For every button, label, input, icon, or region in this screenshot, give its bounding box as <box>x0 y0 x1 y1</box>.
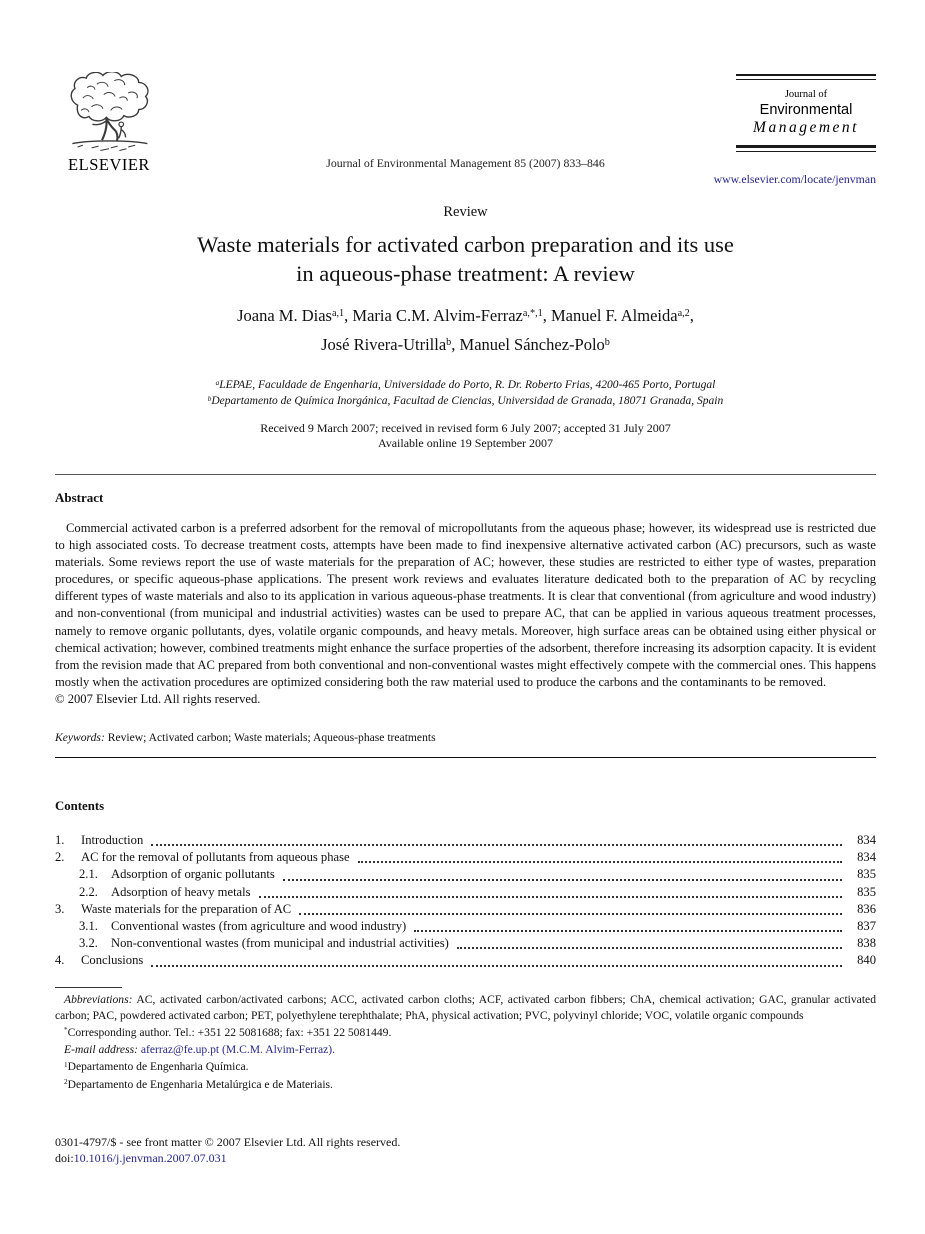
toc-entry-page: 840 <box>857 953 876 968</box>
department-note: $^1$Departamento de Engenharia Química. <box>64 1059 249 1073</box>
toc-entry-number: 1. <box>55 833 65 848</box>
double-rule-top <box>736 74 876 76</box>
author-affiliation-marker: a,2 <box>677 308 690 320</box>
toc-entry-page: 835 <box>857 867 876 882</box>
author: Manuel F. Almeida$^{a,2}$, <box>551 306 694 325</box>
toc-entry-number: 2. <box>55 850 65 865</box>
author-affiliation-marker: a,1 <box>331 308 345 320</box>
affiliation: $^b$Departamento de Química Inorgánica, Facultad de Ciencias, Universidad de Granada, 18071 Granada, Spain <box>207 394 724 407</box>
toc-entry[interactable] <box>55 953 876 970</box>
toc-entry-page: 836 <box>857 901 876 916</box>
paper-title-line2: in aqueous-phase treatment: A review <box>296 261 635 286</box>
toc-entry[interactable] <box>55 850 876 867</box>
toc-dot-leader <box>414 930 842 932</box>
author-line1 <box>55 303 876 332</box>
department-notes <box>55 1059 876 1094</box>
toc-entry-label: Adsorption of heavy metals <box>111 884 251 899</box>
author: Maria C.M. Alvim-Ferraz$^{a,*,1}$, <box>352 306 552 325</box>
toc-entry[interactable] <box>55 885 876 902</box>
toc-entry-page: 835 <box>857 884 876 899</box>
article-history <box>55 421 876 451</box>
department-note: $^2$Departamento de Engenharia Metalúrgica e de Materiais. <box>64 1077 333 1091</box>
front-matter-footer <box>55 1135 400 1166</box>
toc-entry-label: Non-conventional wastes (from municipal and industrial activities) <box>111 936 449 951</box>
toc-entry[interactable] <box>55 919 876 936</box>
journal-logo-line3: Management <box>753 119 859 137</box>
abstract-heading: Abstract <box>55 490 104 505</box>
toc-entry-number: 3.1. <box>79 918 98 933</box>
journal-logo-box <box>736 74 876 152</box>
toc-entry-label: Conclusions <box>81 953 144 968</box>
corresponding-author-note: *Corresponding author. Tel.: +351 22 5081688; fax: +351 22 5081449. <box>64 1025 392 1039</box>
author-list <box>55 303 876 361</box>
author-affiliation-marker: b <box>446 337 452 349</box>
section-label: Review <box>443 204 488 220</box>
author: Manuel Sánchez-Polo$^b$ <box>459 335 610 354</box>
divider-below-keywords <box>55 757 876 758</box>
journal-citation: Journal of Environmental Management 85 (2007) 833–846 <box>326 156 605 170</box>
email-link[interactable]: aferraz@fe.up.pt (M.C.M. Alvim-Ferraz). <box>140 1043 336 1057</box>
toc-entry-label: Waste materials for the preparation of AC <box>81 901 292 916</box>
toc-dot-leader <box>151 965 842 967</box>
toc-entry[interactable] <box>55 902 876 919</box>
toc-dot-leader <box>151 844 842 846</box>
affiliation-list <box>55 378 876 410</box>
elsevier-tree-icon <box>65 72 153 154</box>
toc-entry-page: 834 <box>857 850 876 865</box>
abstract-text: Commercial activated carbon is a preferred adsorbent for the removal of micropollutants from the aqueous phase; however, its widespread use is restricted due to high associated costs. To decrease treatment costs, attempts have been made to find inexpensive alternative activated carbon (AC) precursors, such as waste materials. Some reviews report the use of waste materials for the preparation of AC; however, these studies are restricted to either type of wastes, preparation procedures, or specific aqueous-phase applications. The present work reviews and evaluates literature dedicated both to the preparation of AC by recycling different types of waste materials and also to its application in various aqueous-phase treatments. It is clear that conventional (from agriculture and wood industry) and non-conventional (from municipal and industrial activities) wastes can be used to prepare AC, that can be applied in various aqueous treatment processes, namely to remove organic pollutants, dyes, volatile organic compounds, and heavy metals. Moreover, high surface areas can be obtained using either physical or chemical activation; however, combined treatments might enhance the surface properties of the adsorbent, therefore increasing its adsorption capacity. It is evident from the revision made that AC prepared from both conventional and non-conventional wastes might effectively compete with the commercial ones. This happens mostly when the activation procedures are optimized considering both the raw material used to produce the carbons and the contaminants to be removed. <box>55 521 876 689</box>
table-of-contents <box>55 833 876 971</box>
keywords-line <box>55 731 876 744</box>
page-header <box>55 70 876 192</box>
divider-above-abstract <box>55 474 876 475</box>
toc-entry-number: 2.2. <box>79 884 98 899</box>
toc-dot-leader <box>457 947 842 949</box>
abbreviations-note <box>55 992 876 1025</box>
abbreviations-text: AC, activated carbon/activated carbons; ACC, activated carbon cloths; ACF, activated carbon fibbers; ChA, chemical activation; GAC, granular activated carbon; PAC, powdered activated carbon; PET, polyethylene terephthalate; PhA, physical activation; PVC, polyvinyl chloride; VOC, volatile organic compounds <box>55 992 876 1023</box>
toc-entry[interactable] <box>55 867 876 884</box>
toc-dot-leader <box>299 913 842 915</box>
keywords-text: Review; Activated carbon; Waste materials; Aqueous-phase treatments <box>107 731 436 745</box>
toc-entry[interactable] <box>55 833 876 850</box>
journal-logo-line1: Journal of <box>784 89 828 101</box>
author-affiliation-marker: a,*,1 <box>522 308 543 320</box>
author: José Rivera-Utrilla$^b$, <box>321 335 460 354</box>
footnote-rule <box>55 987 122 988</box>
affiliation: $^a$LEPAE, Faculdade de Engenharia, Universidade do Porto, R. Dr. Roberto Frias, 4200-465 Porto, Portugal <box>215 378 716 391</box>
paper-title-line1: Waste materials for activated carbon preparation and its use <box>197 232 734 257</box>
issn-copyright-line: 0301-4797/$ - see front matter © 2007 Elsevier Ltd. All rights reserved. <box>55 1135 401 1149</box>
toc-entry[interactable] <box>55 936 876 953</box>
toc-entry-label: Adsorption of organic pollutants <box>111 867 275 882</box>
author-affiliation-marker: b <box>604 337 610 349</box>
author: Joana M. Dias$^{a,1}$, <box>237 306 353 325</box>
journal-logo-line2: Environmental <box>759 102 853 119</box>
journal-website-link[interactable]: www.elsevier.com/locate/jenvman <box>713 172 876 186</box>
email-note <box>55 1042 876 1059</box>
author-line2 <box>55 332 876 361</box>
abbreviations-label: Abbreviations: <box>64 992 133 1006</box>
toc-entry-page: 834 <box>857 833 876 848</box>
abstract-copyright: © 2007 Elsevier Ltd. All rights reserved. <box>55 691 261 706</box>
received-dates: Received 9 March 2007; received in revised form 6 July 2007; accepted 31 July 2007 <box>260 421 671 435</box>
toc-entry-number: 3.2. <box>79 936 98 951</box>
toc-entry-number: 2.1. <box>79 867 98 882</box>
toc-entry-page: 838 <box>857 936 876 951</box>
doi-label: doi: <box>55 1150 74 1165</box>
toc-dot-leader <box>259 896 842 898</box>
toc-entry-number: 3. <box>55 901 65 916</box>
doi-line <box>55 1151 400 1167</box>
available-online-date: Available online 19 September 2007 <box>377 436 554 450</box>
paper-title <box>55 230 876 288</box>
contents-heading: Contents <box>55 799 105 814</box>
toc-entry-number: 4. <box>55 953 65 968</box>
publisher-name: ELSEVIER <box>68 155 150 174</box>
toc-entry-label: Conventional wastes (from agriculture and wood industry) <box>111 918 407 933</box>
toc-dot-leader <box>283 879 842 881</box>
doi-link[interactable]: 10.1016/j.jenvman.2007.07.031 <box>73 1150 227 1165</box>
double-rule-bottom <box>736 145 876 151</box>
toc-entry-page: 837 <box>857 918 876 933</box>
keywords-label: Keywords: <box>55 731 105 745</box>
footnote-block <box>55 992 876 1095</box>
toc-entry-label: Introduction <box>81 833 144 848</box>
toc-entry-label: AC for the removal of pollutants from aqueous phase <box>81 850 350 865</box>
toc-dot-leader <box>358 861 842 863</box>
email-label: E-mail address: <box>64 1043 138 1057</box>
